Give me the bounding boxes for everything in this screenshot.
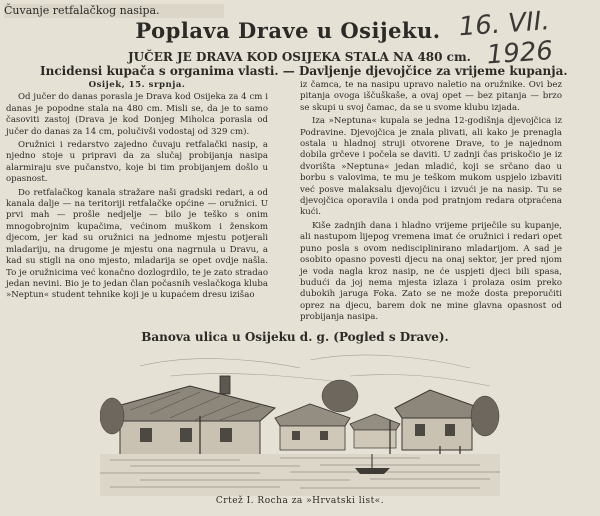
flooded-street-sketch [100,346,500,496]
paragraph: Oružnici i redarstvo zajedno čuvaju retfalački nasip, a njedno stoje u pripravi da za slučaj probijanja nasipa alarmiraju sve pučanstvo, koje bi tim probijanjem došlo u opasnost. [6,140,268,185]
subtitle-primary: JUČER JE DRAVA KOD OSIJEKA STALA NA 480 cm. [128,50,471,64]
article-column-right [300,80,562,326]
handwritten-date-year: 1926 [485,35,554,71]
handwritten-date-day: 16. VII. [457,6,551,43]
paragraph: iz čamca, te na nasipu upravo naletio na oružnike. Ovi bez pitanja ovoga iščuškaše, a ovaj opet — bez pitanja — brzo se skupi u svoj čamac, da se u svome klubu izjada. [300,80,562,113]
illustration-caption: Banova ulica u Osijeku d. g. (Pogled s Drave). [141,330,449,344]
paragraph: Do retfalačkog kanala stražare naši gradski redari, a od kanala dalje — na teritoriji retfalačke općine — oružnici. U prvi mah — prošle nedjelje — bilo je teško s onim mnogobrojnim kupačima, većinom muškom i ženskom djecom, jer kad su oružnici na jednome mjestu potjerali mladariju, na drugome je mjestu ona nagrnula u Dravu, a kad su stigli na ono mjesto, mladarija se opet ovdje našla. To je oružnicima već konačno dozlogrdilo, te je zato stradao jedan nevini. Bio je to jedan član počasnih veslačkoga kluba »Neptun« student tehnike koji je u kupaćem dresu izišao [6,187,268,301]
illustration-credit: Crtež I. Rocha za »Hrvatski list«. [215,496,385,506]
paragraph: Od jučer do danas porasla je Drava kod Osijeka za 4 cm i danas je popodne stala na 480 cm. Misli se, da je to samo časoviti zastoj (Drava je kod Donjeg Miholca porasla od jučer do danas za 14 cm, polučivši vodostaj od 329 cm). [6,92,268,137]
paragraph: Kiše zadnjih dana i hladno vrijeme priječile su kupanje, ali nastupom lijepog vremena imat će oružnici i redari opet puno posla s ovom nedisciplinirano mladarijom. A sad je osobito opasno povesti djecu na onaj sektor, jer pred njom je voda nagla kroz nasip, ne će uspjeti djeci bili spasa, budući da joj nema mjesta izlaza i prolaza osim preko dubokih jaruga Foka. Zato se ne može dosta preporučiti oprez na djecu, barem dok ne mine glavna opasnost od probijanja nasipa. [300,220,562,323]
headline: Poplava Drave u Osijeku. [135,18,441,43]
dateline: Osijek, 15. srpnja. [88,80,186,90]
article-column-left [6,80,268,304]
subtitle-secondary: Incidensi kupača s organima vlasti. — Davljenje djevojčice za vrijeme kupanja. [40,64,568,78]
paragraph: Iza »Neptuna« kupala se jedna 12-godišnja djevojčica iz Podravine. Djevojčica je znala plivati, ali kako je prenagla ostala u hladnoj struji otvorene Drave, to je najednom dobila grčeve i počela se daviti. U zadnji čas priskočio je iz dvorišta »Neptuna« jedan mladić, koji se srčano dao u borbu s valovima, te mu je teškom mukom uspjelo izbaviti već posve malaksalu djevojčicu i izvući je na nasip. Tu se djevojčica oporavila i onda pod pratnjom redara otpraćena kući. [300,116,562,218]
previous-article-strip: Čuvanje retfalačkog nasipa. [4,4,224,18]
